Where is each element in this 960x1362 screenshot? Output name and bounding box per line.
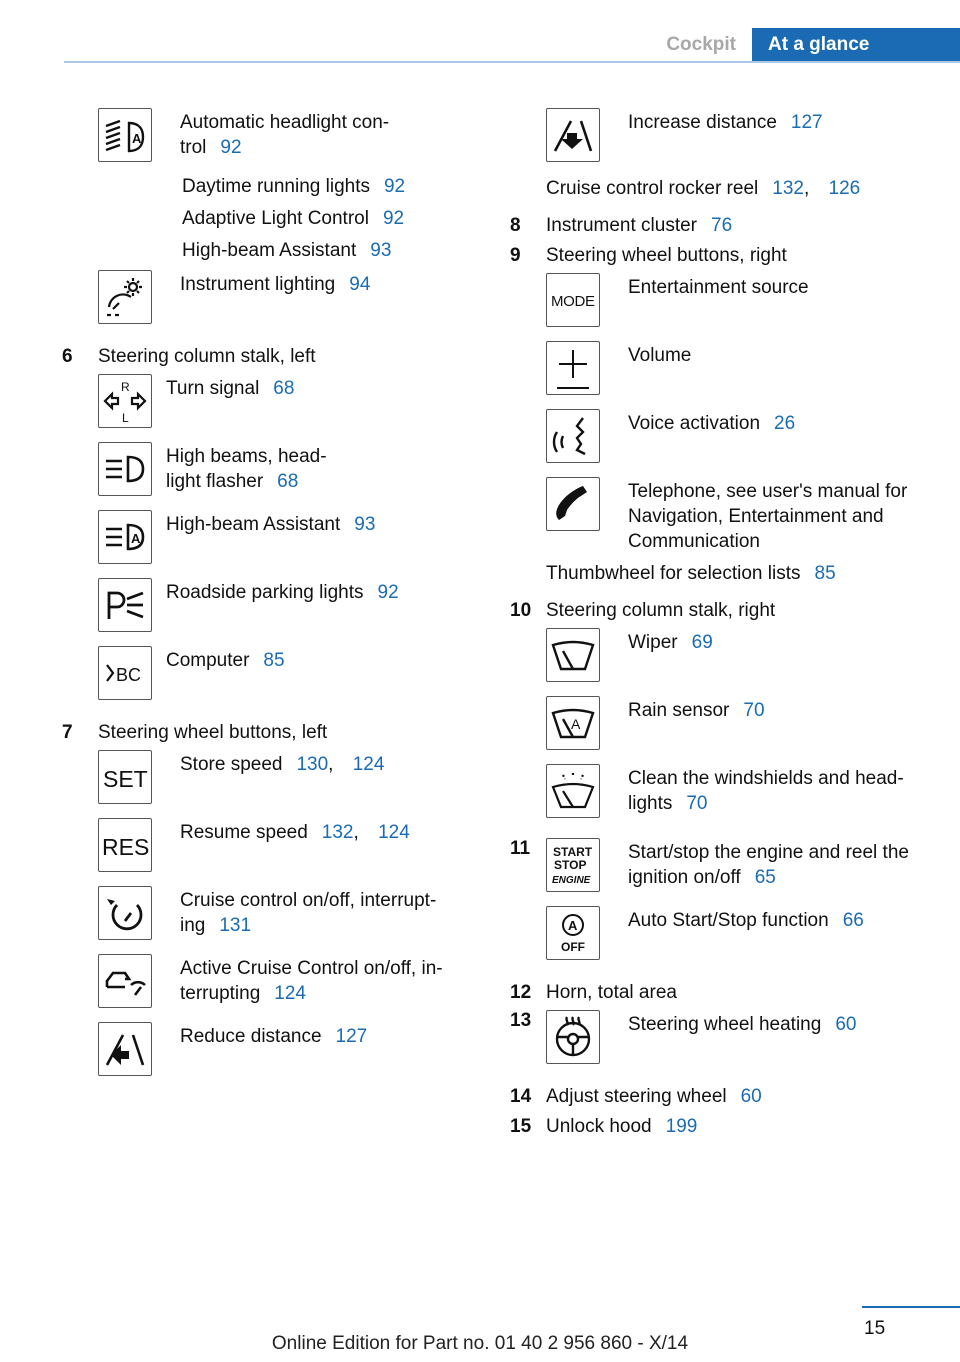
footer-rule <box>862 1306 960 1308</box>
list-item: Adaptive Light Control 92 <box>182 208 405 229</box>
list-item: Instrument lighting 94 <box>98 270 462 346</box>
wiper-icon <box>546 628 600 682</box>
page-ref[interactable]: 93 <box>370 240 392 261</box>
svg-text:ENGINE: ENGINE <box>552 875 591 886</box>
section-title: Adjust steering wheel <box>546 1086 727 1107</box>
page-ref[interactable]: 85 <box>263 650 285 671</box>
high-beam-assistant-icon <box>98 510 152 564</box>
svg-text:BC: BC <box>116 665 142 685</box>
header-section: Cockpit <box>666 34 736 55</box>
start-stop-icon <box>546 838 600 892</box>
auto-headlight-icon <box>98 108 152 162</box>
svg-text:A: A <box>132 131 142 146</box>
section-12: 12 Horn, total area <box>510 982 930 1004</box>
steering-heating-icon <box>546 1010 600 1064</box>
mode-icon <box>546 273 600 327</box>
list-item: A OFF Auto Start/Stop function 66 <box>546 906 930 982</box>
svg-text:L: L <box>122 411 129 425</box>
svg-text:OFF: OFF <box>561 940 585 954</box>
high-beam-icon <box>98 442 152 496</box>
page-ref[interactable]: 132 <box>772 178 804 199</box>
list-item: Active Cruise Control on/off, in- terrupting 124 <box>98 954 462 1022</box>
svg-text:A: A <box>571 716 581 732</box>
page-ref[interactable]: 85 <box>814 563 836 584</box>
rain-sensor-icon <box>546 696 600 750</box>
page-ref[interactable]: 76 <box>711 215 733 236</box>
section-title: Unlock hood <box>546 1116 652 1137</box>
section-title: Steering column stalk, right <box>546 600 776 621</box>
svg-text:RES: RES <box>102 834 149 860</box>
list-item: SET Store speed 130, 124 <box>98 750 462 818</box>
list-item: R L Turn signal 68 <box>98 374 462 442</box>
page-ref[interactable]: 127 <box>335 1026 368 1047</box>
page-number: 15 <box>864 1318 886 1339</box>
list-item: Increase distance 127 <box>546 108 930 176</box>
page-header <box>650 28 960 62</box>
list-item: High-beam Assistant 93 <box>182 240 392 261</box>
page-ref[interactable]: 70 <box>686 793 708 814</box>
section-title: Horn, total area <box>546 982 677 1003</box>
page-ref[interactable]: 126 <box>828 178 861 199</box>
svg-text:R: R <box>121 380 130 394</box>
page-ref[interactable]: 199 <box>665 1116 698 1137</box>
page-ref[interactable]: 60 <box>740 1086 762 1107</box>
page-ref[interactable]: 130 <box>296 754 329 775</box>
svg-text:SET: SET <box>103 766 148 792</box>
list-item: Reduce distance 127 <box>98 1022 462 1090</box>
page-ref[interactable]: 127 <box>790 112 823 133</box>
active-cruise-icon <box>98 954 152 1008</box>
svg-text:START: START <box>553 845 593 859</box>
list-item: A Automatic headlight con- trol 92 <box>98 108 462 176</box>
reduce-distance-icon <box>98 1022 152 1076</box>
page-ref[interactable]: 124 <box>352 754 385 775</box>
page-ref[interactable]: 26 <box>774 413 796 434</box>
page-ref[interactable]: 68 <box>273 378 295 399</box>
page-ref[interactable]: 65 <box>754 867 776 888</box>
page-ref[interactable]: 132 <box>321 822 354 843</box>
page-ref[interactable]: 92 <box>382 208 405 229</box>
list-item: BC Computer 85 <box>98 646 462 722</box>
section-title: Instrument cluster <box>546 215 697 236</box>
page-ref[interactable]: 92 <box>383 176 406 197</box>
section-6: 6 Steering column stalk, left <box>62 346 462 368</box>
section-8: 8 Instrument cluster 76 <box>510 215 733 236</box>
left-column <box>62 108 462 1090</box>
section-title: Steering column stalk, left <box>98 346 316 367</box>
section-15: 15 Unlock hood 199 <box>510 1116 698 1137</box>
page-ref[interactable]: 66 <box>842 910 864 931</box>
header-tab: At a glance <box>752 28 960 62</box>
page-ref[interactable]: 124 <box>274 983 306 1004</box>
list-item: MODE Entertainment source <box>546 273 930 341</box>
voice-icon <box>546 409 600 463</box>
parking-lights-icon <box>98 578 152 632</box>
section-14: 14 Adjust steering wheel 60 <box>510 1086 762 1107</box>
volume-icon <box>546 341 600 395</box>
header-rule <box>64 61 960 63</box>
svg-text:MODE: MODE <box>551 293 595 310</box>
res-icon <box>98 818 152 872</box>
list-item: Voice activation 26 <box>546 409 930 477</box>
page-ref[interactable]: 69 <box>691 632 713 653</box>
page-ref[interactable]: 92 <box>377 582 399 603</box>
list-item: A Rain sensor 70 <box>546 696 930 764</box>
section-10: 10 Steering column stalk, right <box>510 600 930 622</box>
list-item: Daytime running lights 92 <box>182 176 406 197</box>
section-title: Steering wheel buttons, left <box>98 722 328 743</box>
svg-text:A: A <box>131 531 141 546</box>
bc-icon <box>98 646 152 700</box>
list-item: Clean the windshields and head- lights 70 <box>546 764 930 832</box>
list-item: Cruise control rocker reel 132, 126 <box>546 178 861 199</box>
section-9: 9 Steering wheel buttons, right <box>510 245 930 267</box>
increase-distance-icon <box>546 108 600 162</box>
page-ref[interactable]: 60 <box>835 1014 857 1035</box>
list-item: High beams, head- light flasher 68 <box>98 442 462 510</box>
section-title: Steering wheel buttons, right <box>546 245 787 266</box>
list-item: A High-beam Assistant 93 <box>98 510 462 578</box>
auto-start-stop-icon <box>546 906 600 960</box>
svg-text:STOP: STOP <box>554 858 587 872</box>
list-item: Roadside parking lights 92 <box>98 578 462 646</box>
list-item: Cruise control on/off, interrupt- ing 131 <box>98 886 462 954</box>
page-ref[interactable]: 68 <box>277 471 299 492</box>
footer-edition: Online Edition for Part no. 01 40 2 956 860 - X/14 <box>271 1333 689 1354</box>
svg-text:A: A <box>568 918 578 933</box>
page-ref[interactable]: 92 <box>220 137 242 158</box>
page-ref[interactable]: 93 <box>354 514 376 535</box>
set-icon <box>98 750 152 804</box>
washer-icon <box>546 764 600 818</box>
instrument-lighting-icon <box>98 270 152 324</box>
section-13: 13 Steering wheel heating 60 <box>510 1010 930 1086</box>
section-11: 11 START STOP ENGINE Start/stop the engine and reel the ignition on/off 65 <box>510 838 930 906</box>
page-ref[interactable]: 131 <box>219 915 252 936</box>
page-ref[interactable]: 94 <box>349 274 371 295</box>
list-item: Thumbwheel for selection lists 85 <box>546 563 836 584</box>
page-ref[interactable]: 70 <box>743 700 765 721</box>
list-item: Telephone, see user's manual for Navigation, Entertainment and Communication <box>546 477 930 554</box>
phone-icon <box>546 477 600 531</box>
page-ref[interactable]: 124 <box>378 822 410 843</box>
section-7: 7 Steering wheel buttons, left <box>62 722 462 744</box>
list-item: Volume <box>546 341 930 409</box>
turn-signal-icon <box>98 374 152 428</box>
list-item: Wiper 69 <box>546 628 930 696</box>
cruise-control-icon <box>98 886 152 940</box>
right-column <box>510 108 930 1138</box>
list-item: RES Resume speed 132, 124 <box>98 818 462 886</box>
